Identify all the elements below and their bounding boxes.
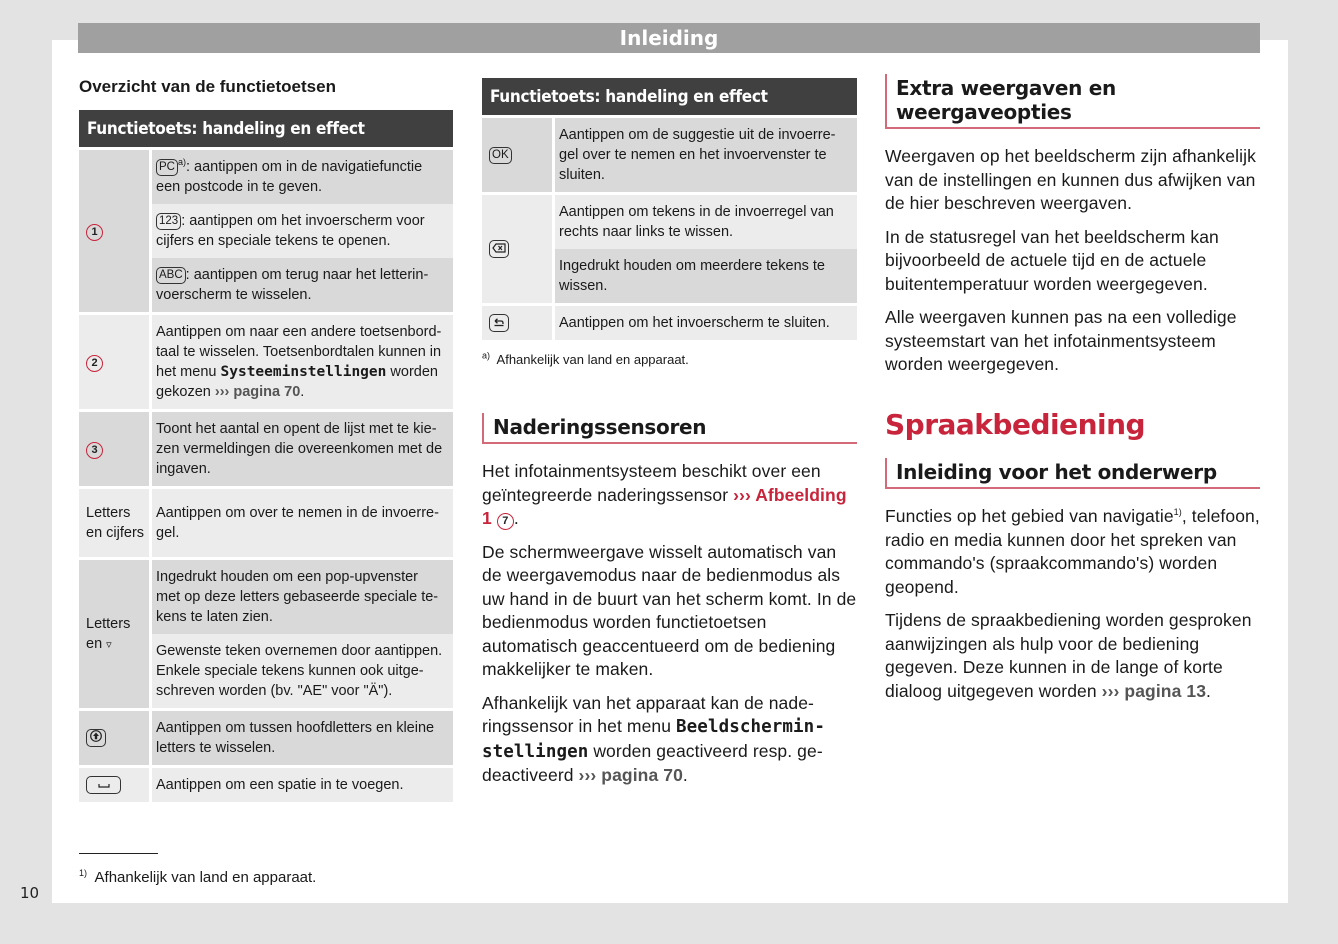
callout-1-icon: 1 [86, 224, 103, 241]
table-row: 3 Toont het aantal en opent de lijst met te kiezen vermeldingen die overeenkomen met de ingaven. [79, 409, 453, 486]
section-heading: Overzicht van de functietoetsen [79, 77, 336, 96]
table-row: OK Aantippen om de suggestie uit de invoerregel over te nemen en het invoervenster te sluiten. [482, 115, 857, 192]
table-row: 1 PC $^{a)}$: aantippen om in de navigatiefunctie een postcode in te geven. [79, 147, 453, 204]
back-key-icon [489, 314, 509, 332]
function-keys-table-continued [482, 78, 857, 367]
page-number: 10 [20, 884, 40, 902]
page-link[interactable]: ››› pagina 70 [578, 765, 683, 785]
paragraph: De schermweergave wisselt automatisch van de weergavemodus naar de bedienmodus als uw hand in de buurt van het scherm komt. In de bedienmodus worden functietoetsen automatisch geaccentueerd om de bediening makkelijker te maken. [482, 541, 857, 679]
paragraph: Tijdens de spraakbediening worden gesproken aanwijzingen als hulp voor de bediening gegeven. Deze kunnen in de lange of korte dialoog uitgegeven worden ››› pagina 13. [885, 610, 1252, 701]
ok-key-icon: OK [489, 147, 512, 164]
table-row: ABC : aantippen om terug naar het letterinvoerscherm te wisselen. [79, 258, 453, 312]
paragraph: Het infotainmentsysteem beschikt over een geïntegreerde naderingssensor ››› Afbeelding 1 7 . [482, 461, 847, 528]
pc-key-icon: PC [156, 159, 178, 176]
chapter-header-bar: Inleiding [78, 23, 1260, 53]
table-row: Aantippen om tussen hoofdletters en kleine letters te wisselen. [79, 708, 453, 765]
table-row: 2 Aantippen om naar een andere toetsenbordtaal te wisselen. Toetsenbordtalen kunnen in het menu Systeeminstellingen worden gekozen ››› pagina 70. [79, 312, 453, 409]
footnote-divider [79, 853, 158, 854]
menu-name: Beeldscherminstellingen [482, 717, 825, 762]
triangle-down-icon: ▿ [106, 638, 112, 651]
table-row: Gewenste teken overnemen door aantippen. Enkele speciale tekens kunnen ook uitgeschreven worden (bv. "AE" voor "Ä"). [79, 634, 453, 708]
paragraph: Functies op het gebied van navigatie$^{1)}$, telefoon, radio en media kunnen door het spreken van commando's (spraakcommando's) worden geopend. [885, 506, 1260, 597]
menu-name: Systeeminstellingen [220, 364, 387, 380]
table-title: Functietoets: handeling en effect [482, 78, 857, 115]
section-naderingssensoren [482, 413, 857, 798]
shift-key-icon [86, 729, 106, 747]
callout-3-icon: 3 [86, 442, 103, 459]
table-row: 123 : aantippen om het invoerscherm voor cijfers en speciale tekens te openen. [79, 204, 453, 258]
table-row: Aantippen om tekens in de invoerregel van rechts naar links te wissen. [482, 192, 857, 249]
paragraph: Afhankelijk van het apparaat kan de naderingssensor in het menu Beeldscherminstellingen worden geactiveerd resp. gedeactiveerd ››› pagina 70. [482, 692, 825, 785]
section-title: Extra weergaven en weergaveopties [885, 74, 1260, 129]
paragraph: In de statusregel van het beeldscherm kan bijvoorbeeld de actuele tijd en de actuele buitentemperatuur worden weergegeven. [885, 226, 1219, 294]
table-title: Functietoets: handeling en effect [79, 110, 453, 147]
chapter-spraakbediening [885, 408, 1260, 713]
backspace-key-icon [489, 240, 509, 258]
paragraph: Weergaven op het beeldscherm zijn afhankelijk van de instellingen en kunnen dus afwijken van de hier beschreven weergaven. [885, 146, 1256, 213]
table-row: Aantippen om een spatie in te voegen. [79, 765, 453, 802]
table-row: Letters en cijfers Aantippen om over te nemen in de invoerregel. [79, 486, 453, 557]
function-keys-table [79, 110, 453, 802]
space-key-icon [86, 776, 121, 794]
section-title: Inleiding voor het onderwerp [885, 458, 1260, 489]
footnote-ref[interactable]: 1) [1173, 507, 1182, 518]
section-title: Naderingssensoren [482, 413, 857, 444]
table-row: Aantippen om het invoerscherm te sluiten. [482, 303, 857, 340]
paragraph: Alle weergaven kunnen pas na een volledige systeemstart van het infotainmentsysteem worden weergegeven. [885, 307, 1237, 374]
section-extra-weergaven [885, 74, 1260, 387]
page-link[interactable]: ››› pagina 70 [214, 384, 301, 400]
page-footnote: $^{1)}$ Afhankelijk van land en apparaat. [79, 868, 317, 886]
page-link[interactable]: ››› pagina 13 [1101, 680, 1207, 701]
callout-2-icon: 2 [86, 355, 103, 372]
chapter-title: Spraakbediening [885, 408, 1146, 441]
callout-7-icon: 7 [497, 513, 514, 530]
table-row: Ingedrukt houden om meerdere tekens te wissen. [482, 249, 857, 303]
abc-key-icon: ABC [156, 267, 186, 284]
figure-link[interactable]: ››› Afbeelding 1 [482, 484, 847, 528]
numeric-key-icon: 123 [156, 213, 181, 230]
table-footnote: $^{a)}$ Afhankelijk van land en apparaat. [482, 350, 689, 367]
table-row: Letters en ▿ Ingedrukt houden om een pop-upvenster met op deze letters gebaseerde speciale tekens te laten zien. [79, 557, 453, 634]
